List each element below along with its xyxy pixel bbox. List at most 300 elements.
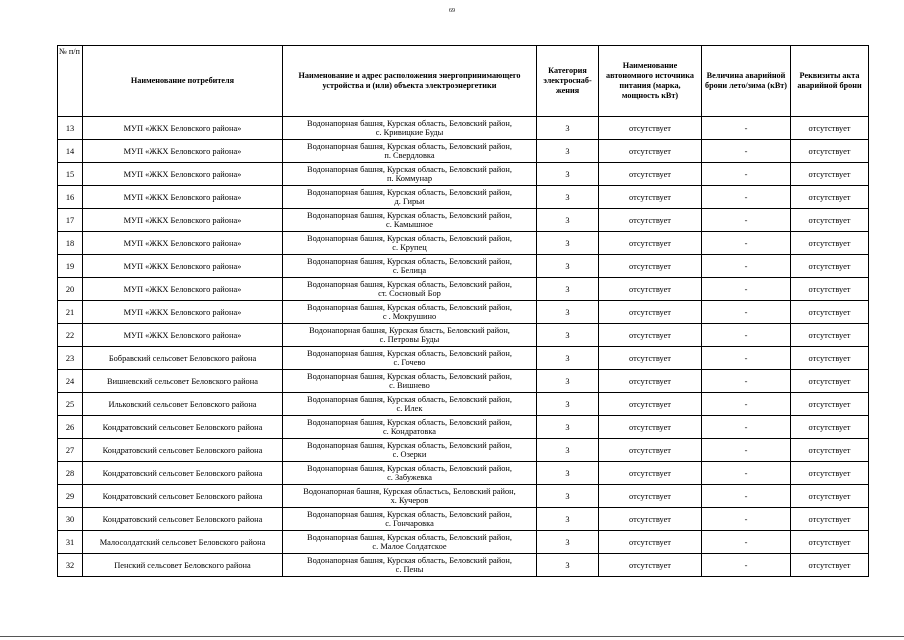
power-source (599, 186, 702, 209)
emergency-reserve-text: - (744, 514, 748, 524)
supply-category (537, 232, 599, 255)
settlement-name: с. Гочево (393, 358, 426, 367)
consumer-name (83, 439, 283, 462)
object-address (283, 186, 537, 209)
act-requisites (791, 485, 869, 508)
act-requisites-text: отсутствует (808, 514, 851, 524)
table-row (58, 301, 869, 324)
emergency-reserve (702, 554, 791, 577)
power-source-text: отсутствует (629, 468, 671, 478)
power-source (599, 278, 702, 301)
power-source (599, 416, 702, 439)
row-number-text: 20 (65, 284, 75, 294)
address-line: Водонапорная башня, Курская область, Беловский район, (307, 165, 512, 174)
power-source (599, 485, 702, 508)
act-requisites-text: отсутствует (808, 353, 851, 363)
power-source (599, 301, 702, 324)
act-requisites-text: отсутствует (808, 330, 851, 340)
emergency-reserve-text: - (744, 560, 748, 570)
settlement-name: с. Петровы Буды (379, 335, 440, 344)
emergency-reserve-text: - (744, 468, 748, 478)
object-address (283, 347, 537, 370)
row-number (58, 531, 83, 554)
settlement-name: с. Белица (392, 266, 427, 275)
settlement-name: д. Гирьи (394, 197, 425, 206)
consumer-name (83, 554, 283, 577)
act-requisites-text: отсутствует (808, 468, 851, 478)
address-line: Водонапорная башня, Курская область, Беловский район, (307, 418, 512, 427)
power-source (599, 347, 702, 370)
supply-category (537, 163, 599, 186)
address-line: Водонапорная башня, Курская область, Беловский район, (307, 510, 512, 519)
row-number-text: 26 (65, 422, 75, 432)
address-line: Водонапорная башня, Курская область, Беловский район, (307, 464, 512, 473)
power-source-text: отсутствует (629, 537, 671, 547)
supply-category-text: 3 (565, 238, 570, 248)
table-row (58, 278, 869, 301)
table-row (58, 209, 869, 232)
emergency-reserve (702, 347, 791, 370)
consumer-name-text: МУП «ЖКХ Беловского района» (123, 307, 242, 317)
row-number (58, 554, 83, 577)
emergency-reserve (702, 140, 791, 163)
power-source (599, 232, 702, 255)
consumer-name (83, 531, 283, 554)
power-source-text: отсутствует (629, 376, 671, 386)
settlement-name: с. Камышное (386, 220, 433, 229)
emergency-reserve-text: - (744, 123, 748, 133)
emergency-reserve-text: - (744, 284, 748, 294)
row-number (58, 163, 83, 186)
emergency-reserve (702, 301, 791, 324)
consumer-name-text: МУП «ЖКХ Беловского района» (123, 123, 242, 133)
row-number (58, 370, 83, 393)
act-requisites (791, 416, 869, 439)
settlement-name: х. Кучеров (390, 496, 429, 505)
header-num: № п/п (58, 46, 83, 117)
supply-category (537, 347, 599, 370)
supply-category (537, 485, 599, 508)
power-source-text: отсутствует (629, 192, 671, 202)
row-number (58, 117, 83, 140)
row-number-text: 22 (65, 330, 75, 340)
supply-category (537, 554, 599, 577)
table-row (58, 163, 869, 186)
consumer-name-text: МУП «ЖКХ Беловского района» (123, 192, 242, 202)
power-source-text: отсутствует (629, 261, 671, 271)
act-requisites (791, 163, 869, 186)
supply-category (537, 117, 599, 140)
emergency-reserve (702, 416, 791, 439)
act-requisites-text: отсутствует (808, 445, 851, 455)
object-address (283, 140, 537, 163)
consumer-name (83, 209, 283, 232)
consumer-name-text: Вишневский сельсовет Беловского района (107, 376, 258, 386)
emergency-reserve (702, 117, 791, 140)
emergency-reserve-text: - (744, 261, 748, 271)
table-row (58, 370, 869, 393)
row-number (58, 209, 83, 232)
act-requisites (791, 140, 869, 163)
power-source (599, 439, 702, 462)
table-row (58, 232, 869, 255)
supply-category-text: 3 (565, 353, 570, 363)
emergency-reserve (702, 462, 791, 485)
emergency-reserve (702, 324, 791, 347)
table-header-row (58, 46, 869, 117)
address-line: Водонапорная башня, Курская область, Беловский район, (307, 234, 512, 243)
supply-category (537, 209, 599, 232)
power-source-text: отсутствует (629, 284, 671, 294)
object-address (283, 301, 537, 324)
table-row (58, 347, 869, 370)
supply-category-text: 3 (565, 560, 570, 570)
settlement-name: с. Кондратовка (382, 427, 437, 436)
power-source-text: отсутствует (629, 514, 671, 524)
consumer-name-text: МУП «ЖКХ Беловского района» (123, 146, 242, 156)
row-number (58, 140, 83, 163)
supply-category-text: 3 (565, 376, 570, 386)
address-line: Водонапорная башня, Курская область, Беловский район, (307, 142, 512, 151)
row-number-text: 17 (65, 215, 75, 225)
emergency-reserve-text: - (744, 376, 748, 386)
consumer-name-text: Ильковский сельсовет Беловского района (108, 399, 257, 409)
table-row (58, 439, 869, 462)
object-address (283, 163, 537, 186)
act-requisites (791, 439, 869, 462)
settlement-name: ст. Сосновый Бор (378, 289, 441, 298)
settlement-name: с. Илек (396, 404, 423, 413)
act-requisites-text: отсутствует (808, 284, 851, 294)
consumer-name-text: Кондратовский сельсовет Беловского района (102, 514, 263, 524)
power-source-text: отсутствует (629, 146, 671, 156)
row-number-text: 15 (65, 169, 75, 179)
settlement-name: п. Коммунар (386, 174, 433, 183)
act-requisites (791, 232, 869, 255)
table-row (58, 140, 869, 163)
row-number (58, 462, 83, 485)
power-source (599, 255, 702, 278)
row-number (58, 439, 83, 462)
consumer-name (83, 117, 283, 140)
emergency-reserve-text: - (744, 353, 748, 363)
supply-category (537, 324, 599, 347)
header-source: Наименование автономного источника питания (марка, мощность кВт) (599, 46, 702, 117)
settlement-name: с. Малое Солдатское (372, 542, 447, 551)
emergency-reserve (702, 186, 791, 209)
emergency-reserve-text: - (744, 537, 748, 547)
emergency-reserve (702, 508, 791, 531)
power-source (599, 508, 702, 531)
consumer-name-text: МУП «ЖКХ Беловского района» (123, 215, 242, 225)
table-row (58, 324, 869, 347)
row-number-text: 16 (65, 192, 75, 202)
act-requisites (791, 462, 869, 485)
address-line: Водонапорная башня, Курская область, Беловский район, (307, 257, 512, 266)
act-requisites-text: отсутствует (808, 169, 851, 179)
address-line: Водонапорная башня, Курская областьсь, Беловский район, (303, 487, 516, 496)
object-address (283, 278, 537, 301)
row-number-text: 13 (65, 123, 75, 133)
header-reserve: Величина аварийной брони лето/зима (кВт) (702, 46, 791, 117)
table-row (58, 117, 869, 140)
supply-category-text: 3 (565, 146, 570, 156)
supply-category-text: 3 (565, 169, 570, 179)
power-source (599, 117, 702, 140)
consumer-name (83, 508, 283, 531)
emergency-reserve (702, 255, 791, 278)
row-number-text: 31 (65, 537, 75, 547)
consumer-name (83, 232, 283, 255)
act-requisites (791, 278, 869, 301)
object-address (283, 462, 537, 485)
supply-category (537, 370, 599, 393)
power-source-text: отсутствует (629, 307, 671, 317)
row-number-text: 23 (65, 353, 75, 363)
emergency-reserve (702, 531, 791, 554)
address-line: Водонапорная башня, Курская область, Беловский район, (307, 119, 512, 128)
row-number (58, 232, 83, 255)
consumers-table (57, 45, 869, 577)
settlement-name: с. Кривицкие Буды (375, 128, 444, 137)
consumer-name (83, 140, 283, 163)
emergency-reserve (702, 278, 791, 301)
act-requisites-text: отсутствует (808, 491, 851, 501)
power-source-text: отсутствует (629, 560, 671, 570)
settlement-name: п. Свердловка (384, 151, 435, 160)
object-address (283, 117, 537, 140)
supply-category-text: 3 (565, 468, 570, 478)
power-source-text: отсутствует (629, 215, 671, 225)
emergency-reserve (702, 232, 791, 255)
act-requisites (791, 531, 869, 554)
header-consumer: Наименование потребителя (83, 46, 283, 117)
object-address (283, 485, 537, 508)
supply-category-text: 3 (565, 261, 570, 271)
act-requisites (791, 117, 869, 140)
supply-category-text: 3 (565, 514, 570, 524)
consumer-name (83, 163, 283, 186)
row-number (58, 485, 83, 508)
act-requisites-text: отсутствует (808, 238, 851, 248)
supply-category-text: 3 (565, 307, 570, 317)
row-number-text: 24 (65, 376, 75, 386)
object-address (283, 416, 537, 439)
row-number (58, 301, 83, 324)
supply-category (537, 278, 599, 301)
supply-category-text: 3 (565, 215, 570, 225)
consumer-name-text: Кондратовский сельсовет Беловского района (102, 468, 263, 478)
act-requisites (791, 508, 869, 531)
power-source-text: отсутствует (629, 353, 671, 363)
power-source-text: отсутствует (629, 169, 671, 179)
header-object: Наименование и адрес расположения энергопринимающего устройства и (или) объекта электроэнергетики (283, 46, 537, 117)
act-requisites (791, 324, 869, 347)
consumer-name (83, 462, 283, 485)
emergency-reserve-text: - (744, 146, 748, 156)
emergency-reserve-text: - (744, 422, 748, 432)
act-requisites (791, 554, 869, 577)
power-source-text: отсутствует (629, 123, 671, 133)
emergency-reserve-text: - (744, 491, 748, 501)
row-number (58, 278, 83, 301)
address-line: Водонапорная башня, Курская область, Беловский район, (307, 211, 512, 220)
supply-category (537, 462, 599, 485)
consumer-name-text: Малосолдатский сельсовет Беловского района (99, 537, 266, 547)
act-requisites (791, 255, 869, 278)
act-requisites-text: отсутствует (808, 560, 851, 570)
emergency-reserve-text: - (744, 192, 748, 202)
row-number (58, 324, 83, 347)
table-row (58, 554, 869, 577)
emergency-reserve (702, 163, 791, 186)
address-line: Водонапорная башня, Курская область, Беловский район, (307, 188, 512, 197)
emergency-reserve-text: - (744, 399, 748, 409)
consumer-name (83, 370, 283, 393)
emergency-reserve-text: - (744, 307, 748, 317)
power-source-text: отсутствует (629, 399, 671, 409)
power-source (599, 462, 702, 485)
consumer-name-text: МУП «ЖКХ Беловского района» (123, 261, 242, 271)
consumer-name (83, 255, 283, 278)
supply-category (537, 531, 599, 554)
power-source-text: отсутствует (629, 491, 671, 501)
supply-category (537, 301, 599, 324)
power-source (599, 140, 702, 163)
act-requisites-text: отсутствует (808, 422, 851, 432)
emergency-reserve (702, 370, 791, 393)
row-number-text: 14 (65, 146, 75, 156)
object-address (283, 324, 537, 347)
consumer-name (83, 278, 283, 301)
address-line: Водонапорная башня, Курская область, Беловский район, (307, 303, 512, 312)
act-requisites-text: отсутствует (808, 537, 851, 547)
act-requisites-text: отсутствует (808, 376, 851, 386)
supply-category-text: 3 (565, 123, 570, 133)
settlement-name: с. Вишнево (389, 381, 430, 390)
supply-category-text: 3 (565, 537, 570, 547)
object-address (283, 209, 537, 232)
power-source-text: отсутствует (629, 445, 671, 455)
row-number (58, 508, 83, 531)
power-source-text: отсутствует (629, 422, 671, 432)
consumer-name (83, 186, 283, 209)
emergency-reserve-text: - (744, 215, 748, 225)
power-source (599, 324, 702, 347)
consumer-name-text: Кондратовский сельсовет Беловского района (102, 422, 263, 432)
supply-category-text: 3 (565, 330, 570, 340)
table-row (58, 531, 869, 554)
row-number-text: 18 (65, 238, 75, 248)
address-line: Водонапорная башня, Курская область, Беловский район, (307, 533, 512, 542)
power-source (599, 163, 702, 186)
table-row (58, 416, 869, 439)
row-number (58, 393, 83, 416)
object-address (283, 393, 537, 416)
power-source-text: отсутствует (629, 330, 671, 340)
consumer-name (83, 416, 283, 439)
act-requisites (791, 301, 869, 324)
act-requisites (791, 209, 869, 232)
power-source (599, 370, 702, 393)
emergency-reserve-text: - (744, 330, 748, 340)
emergency-reserve-text: - (744, 169, 748, 179)
row-number-text: 30 (65, 514, 75, 524)
object-address (283, 370, 537, 393)
row-number-text: 25 (65, 399, 75, 409)
settlement-name: с . Мокрушино (382, 312, 437, 321)
address-line: Водонапорная башня, Курская область, Беловский район, (307, 441, 512, 450)
supply-category-text: 3 (565, 445, 570, 455)
emergency-reserve (702, 393, 791, 416)
consumer-name (83, 347, 283, 370)
power-source (599, 554, 702, 577)
object-address (283, 439, 537, 462)
act-requisites-text: отсутствует (808, 261, 851, 271)
row-number-text: 29 (65, 491, 75, 501)
act-requisites-text: отсутствует (808, 146, 851, 156)
table-row (58, 462, 869, 485)
consumer-name-text: Пенский сельсовет Беловского района (114, 560, 251, 570)
row-number (58, 186, 83, 209)
supply-category (537, 508, 599, 531)
settlement-name: с. Пены (395, 565, 424, 574)
settlement-name: с. Озерки (392, 450, 427, 459)
bottom-divider (0, 636, 904, 637)
emergency-reserve-text: - (744, 238, 748, 248)
row-number (58, 416, 83, 439)
consumer-name-text: Кондратовский сельсовет Беловского района (102, 445, 263, 455)
consumer-name (83, 301, 283, 324)
supply-category (537, 255, 599, 278)
emergency-reserve (702, 439, 791, 462)
row-number (58, 347, 83, 370)
act-requisites (791, 186, 869, 209)
table-row (58, 393, 869, 416)
consumer-name-text: Кондратовский сельсовет Беловского района (102, 491, 263, 501)
object-address (283, 232, 537, 255)
object-address (283, 508, 537, 531)
object-address (283, 255, 537, 278)
supply-category (537, 393, 599, 416)
object-address (283, 554, 537, 577)
row-number-text: 27 (65, 445, 75, 455)
address-line: Водонапорная башня, Курская бласть, Беловский район, (309, 326, 510, 335)
act-requisites (791, 347, 869, 370)
act-requisites-text: отсутствует (808, 215, 851, 225)
supply-category (537, 439, 599, 462)
supply-category-text: 3 (565, 284, 570, 294)
consumer-name-text: Бобравский сельсовет Беловского района (108, 353, 257, 363)
address-line: Водонапорная башня, Курская область, Беловский район, (307, 280, 512, 289)
power-source-text: отсутствует (629, 238, 671, 248)
table-row (58, 508, 869, 531)
supply-category (537, 416, 599, 439)
row-number-text: 28 (65, 468, 75, 478)
settlement-name: с. Крупец (392, 243, 427, 252)
act-requisites-text: отсутствует (808, 399, 851, 409)
row-number-text: 32 (65, 560, 75, 570)
object-address (283, 531, 537, 554)
emergency-reserve (702, 209, 791, 232)
address-line: Водонапорная башня, Курская область, Беловский район, (307, 349, 512, 358)
consumer-name-text: МУП «ЖКХ Беловского района» (123, 169, 242, 179)
consumer-name (83, 324, 283, 347)
page-number: 69 (449, 8, 455, 14)
emergency-reserve-text: - (744, 445, 748, 455)
power-source (599, 393, 702, 416)
supply-category-text: 3 (565, 399, 570, 409)
